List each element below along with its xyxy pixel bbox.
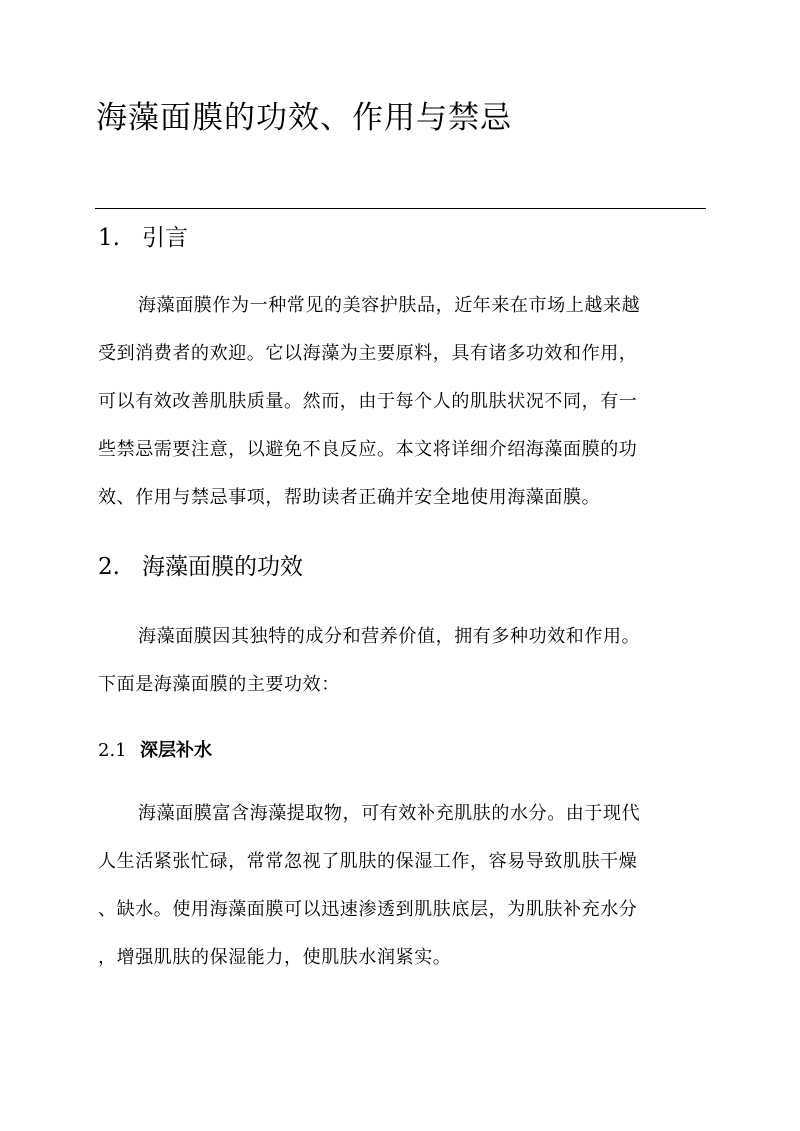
paragraph-line: 海藻面膜作为一种常见的美容护肤品，近年来在市场上越来越 <box>138 295 641 316</box>
introduction-paragraph <box>98 282 704 522</box>
subsection-number: 2.1 <box>98 740 127 761</box>
section-number: 2. <box>98 554 120 580</box>
paragraph-line: 可以有效改善肌肤质量。然而，由于每个人的肌肤状况不同，有一 <box>98 391 638 412</box>
document-title: 海藻面膜的功效、作用与禁忌 <box>96 100 512 136</box>
title-divider <box>95 208 706 209</box>
section-title: 海藻面膜的功效 <box>142 554 303 580</box>
paragraph-line: 些禁忌需要注意，以避免不良反应。本文将详细介绍海藻面膜的功 <box>98 439 638 460</box>
paragraph-line: 海藻面膜因其独特的成分和营养价值，拥有多种功效和作用。 <box>138 626 641 647</box>
paragraph-line: 海藻面膜富含海藻提取物，可有效补充肌肤的水分。由于现代 <box>138 803 641 824</box>
benefits-intro-paragraph <box>98 613 704 709</box>
paragraph-line: ，增强肌肤的保湿能力，使肌肤水润紧实。 <box>98 947 452 968</box>
subsection-title: 深层补水 <box>140 740 212 761</box>
deep-hydration-paragraph <box>98 790 704 982</box>
paragraph-line: 效、作用与禁忌事项，帮助读者正确并安全地使用海藻面膜。 <box>98 487 601 508</box>
section-number: 1. <box>98 225 120 251</box>
paragraph-line: 人生活紧张忙碌，常常忽视了肌肤的保湿工作，容易导致肌肤干燥 <box>98 851 638 872</box>
section-heading-introduction <box>98 222 188 254</box>
subsection-heading-deep-hydration <box>98 738 212 764</box>
section-title: 引言 <box>142 225 188 251</box>
section-heading-benefits <box>98 551 303 583</box>
paragraph-line: 受到消费者的欢迎。它以海藻为主要原料，具有诸多功效和作用， <box>98 343 638 364</box>
paragraph-line: 、缺水。使用海藻面膜可以迅速渗透到肌肤底层，为肌肤补充水分 <box>98 899 638 920</box>
paragraph-line: 下面是海藻面膜的主要功效： <box>98 674 340 695</box>
